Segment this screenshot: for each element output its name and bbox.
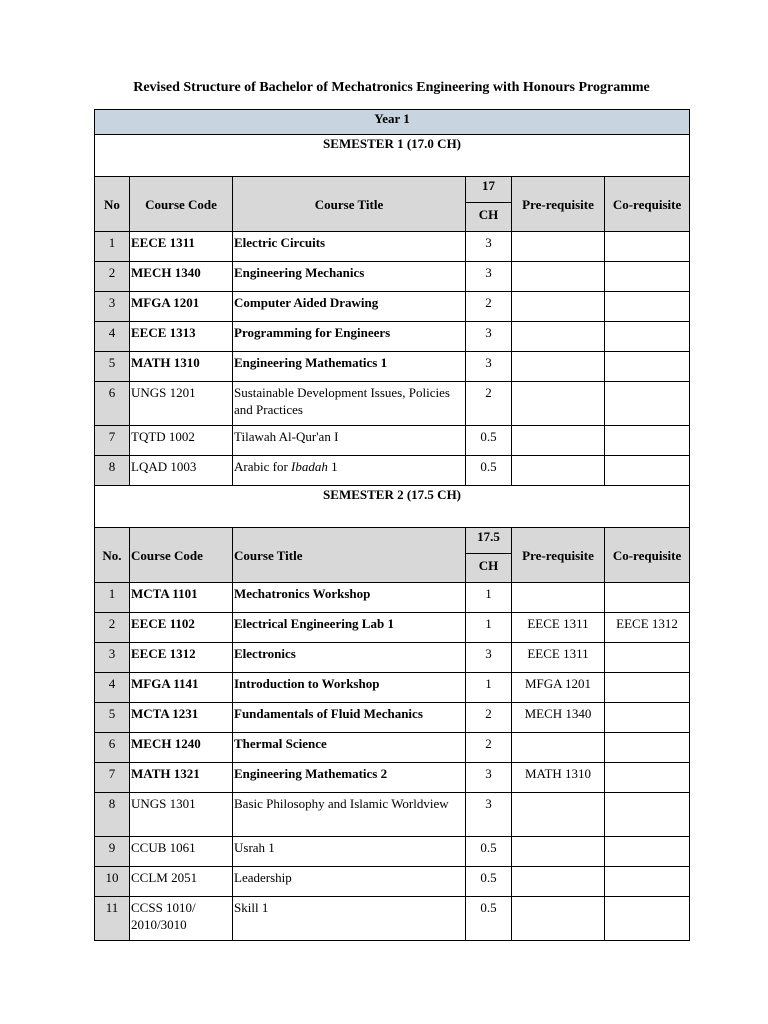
course-title: Mechatronics Workshop: [233, 583, 466, 613]
course-no: 5: [95, 352, 130, 382]
course-pre-requisite: [512, 322, 605, 352]
course-co-requisite: [605, 763, 690, 793]
course-code: MCTA 1231: [130, 703, 233, 733]
course-code: CCLM 2051: [130, 867, 233, 897]
curriculum-table: [94, 109, 690, 941]
col-header-co-requisite: Co-requisite: [605, 177, 690, 232]
course-no: 6: [95, 733, 130, 763]
course-title: Sustainable Development Issues, Policies and Practices: [233, 382, 466, 426]
col-header-ch-total: 17.5: [466, 528, 512, 554]
course-title: Electric Circuits: [233, 232, 466, 262]
semester-1-heading: SEMESTER 1 (17.0 CH): [95, 135, 690, 177]
course-co-requisite: [605, 703, 690, 733]
course-pre-requisite: [512, 897, 605, 941]
course-no: 7: [95, 426, 130, 456]
course-co-requisite: [605, 382, 690, 426]
course-no: 11: [95, 897, 130, 941]
course-pre-requisite: MFGA 1201: [512, 673, 605, 703]
course-code: EECE 1102: [130, 613, 233, 643]
course-title: Basic Philosophy and Islamic Worldview: [233, 793, 466, 837]
course-pre-requisite: MATH 1310: [512, 763, 605, 793]
course-co-requisite: [605, 643, 690, 673]
course-co-requisite: [605, 897, 690, 941]
semester-2-heading: SEMESTER 2 (17.5 CH): [95, 486, 690, 528]
col-header-no: No: [95, 177, 130, 232]
table-row: [95, 703, 690, 733]
course-code: EECE 1311: [130, 232, 233, 262]
course-code: MFGA 1201: [130, 292, 233, 322]
table-row: [95, 673, 690, 703]
year-label: Year 1: [95, 110, 690, 135]
course-co-requisite: [605, 583, 690, 613]
course-ch: 2: [466, 703, 512, 733]
course-ch: 0.5: [466, 426, 512, 456]
course-pre-requisite: [512, 456, 605, 486]
course-no: 1: [95, 583, 130, 613]
course-pre-requisite: [512, 583, 605, 613]
course-ch: 2: [466, 382, 512, 426]
course-title: Computer Aided Drawing: [233, 292, 466, 322]
course-co-requisite: [605, 733, 690, 763]
course-no: 9: [95, 837, 130, 867]
course-pre-requisite: [512, 837, 605, 867]
course-co-requisite: [605, 673, 690, 703]
table-row: [95, 322, 690, 352]
course-pre-requisite: [512, 262, 605, 292]
course-no: 6: [95, 382, 130, 426]
course-pre-requisite: [512, 793, 605, 837]
course-code: UNGS 1301: [130, 793, 233, 837]
table-row: [95, 867, 690, 897]
course-pre-requisite: [512, 232, 605, 262]
course-no: 3: [95, 292, 130, 322]
course-ch: 3: [466, 232, 512, 262]
course-title: Programming for Engineers: [233, 322, 466, 352]
course-title: Engineering Mathematics 2: [233, 763, 466, 793]
course-title-italic: Ibadah: [291, 459, 328, 474]
course-no: 8: [95, 793, 130, 837]
course-no: 4: [95, 673, 130, 703]
course-co-requisite: [605, 867, 690, 897]
course-title-prefix: Arabic for: [234, 459, 292, 474]
col-header-ch: CH: [466, 203, 512, 232]
col-header-course-code: Course Code: [130, 177, 233, 232]
table-row: [95, 733, 690, 763]
course-ch: 1: [466, 613, 512, 643]
table-row: [95, 793, 690, 837]
course-code: CCSS 1010/ 2010/3010: [130, 897, 233, 941]
semester-1-heading-row: [95, 135, 690, 177]
col-header-no: No.: [95, 528, 130, 583]
course-no: 5: [95, 703, 130, 733]
course-ch: 0.5: [466, 897, 512, 941]
course-co-requisite: [605, 292, 690, 322]
course-code: MECH 1340: [130, 262, 233, 292]
course-code: MATH 1321: [130, 763, 233, 793]
course-title-suffix: 1: [327, 459, 338, 474]
course-no: 10: [95, 867, 130, 897]
table-row: [95, 613, 690, 643]
course-title: Usrah 1: [233, 837, 466, 867]
semester-2-heading-row: [95, 486, 690, 528]
course-code: MECH 1240: [130, 733, 233, 763]
course-pre-requisite: [512, 733, 605, 763]
course-code: UNGS 1201: [130, 382, 233, 426]
course-code: LQAD 1003: [130, 456, 233, 486]
document-title: Revised Structure of Bachelor of Mechatronics Engineering with Honours Programme: [133, 80, 650, 95]
course-co-requisite: [605, 456, 690, 486]
course-ch: 3: [466, 352, 512, 382]
course-ch: 2: [466, 733, 512, 763]
table-row: [95, 897, 690, 941]
table-row: [95, 232, 690, 262]
course-title: Engineering Mathematics 1: [233, 352, 466, 382]
table-row: [95, 456, 690, 486]
course-title: Skill 1: [233, 897, 466, 941]
course-no: 1: [95, 232, 130, 262]
semester-1-header-row: [95, 177, 690, 203]
course-title: Engineering Mechanics: [233, 262, 466, 292]
course-pre-requisite: EECE 1311: [512, 613, 605, 643]
course-co-requisite: EECE 1312: [605, 613, 690, 643]
course-co-requisite: [605, 322, 690, 352]
col-header-ch: CH: [466, 554, 512, 583]
course-pre-requisite: [512, 352, 605, 382]
course-ch: 3: [466, 262, 512, 292]
course-co-requisite: [605, 793, 690, 837]
year-row: [95, 110, 690, 135]
course-code: EECE 1313: [130, 322, 233, 352]
course-title: Introduction to Workshop: [233, 673, 466, 703]
course-title: Thermal Science: [233, 733, 466, 763]
table-row: [95, 382, 690, 426]
course-ch: 0.5: [466, 456, 512, 486]
course-title: Electronics: [233, 643, 466, 673]
course-ch: 3: [466, 763, 512, 793]
course-pre-requisite: [512, 292, 605, 322]
col-header-course-code: Course Code: [130, 528, 233, 583]
semester-2-header-row: [95, 528, 690, 554]
course-title: Fundamentals of Fluid Mechanics: [233, 703, 466, 733]
course-no: 2: [95, 262, 130, 292]
course-ch: 3: [466, 643, 512, 673]
course-title: Electrical Engineering Lab 1: [233, 613, 466, 643]
course-code: MCTA 1101: [130, 583, 233, 613]
table-row: [95, 763, 690, 793]
course-ch: 3: [466, 793, 512, 837]
course-no: 8: [95, 456, 130, 486]
col-header-ch-total: 17: [466, 177, 512, 203]
col-header-co-requisite: Co-requisite: [605, 528, 690, 583]
course-code: CCUB 1061: [130, 837, 233, 867]
col-header-pre-requisite: Pre-requisite: [512, 177, 605, 232]
table-row: [95, 262, 690, 292]
course-pre-requisite: EECE 1311: [512, 643, 605, 673]
course-co-requisite: [605, 837, 690, 867]
course-no: 2: [95, 613, 130, 643]
course-co-requisite: [605, 352, 690, 382]
course-ch: 1: [466, 583, 512, 613]
course-ch: 0.5: [466, 837, 512, 867]
course-no: 4: [95, 322, 130, 352]
table-row: [95, 292, 690, 322]
course-co-requisite: [605, 232, 690, 262]
course-pre-requisite: [512, 382, 605, 426]
course-title: Tilawah Al-Qur'an I: [233, 426, 466, 456]
course-code: MATH 1310: [130, 352, 233, 382]
table-row: [95, 583, 690, 613]
course-code: MFGA 1141: [130, 673, 233, 703]
table-row: [95, 352, 690, 382]
course-title: [233, 456, 466, 486]
course-no: 3: [95, 643, 130, 673]
table-row: [95, 837, 690, 867]
course-co-requisite: [605, 262, 690, 292]
course-ch: 2: [466, 292, 512, 322]
course-pre-requisite: [512, 426, 605, 456]
course-pre-requisite: [512, 867, 605, 897]
course-ch: 1: [466, 673, 512, 703]
table-row: [95, 643, 690, 673]
course-code: TQTD 1002: [130, 426, 233, 456]
course-ch: 3: [466, 322, 512, 352]
course-title: Leadership: [233, 867, 466, 897]
course-no: 7: [95, 763, 130, 793]
course-code: EECE 1312: [130, 643, 233, 673]
table-row: [95, 426, 690, 456]
course-ch: 0.5: [466, 867, 512, 897]
course-pre-requisite: MECH 1340: [512, 703, 605, 733]
col-header-pre-requisite: Pre-requisite: [512, 528, 605, 583]
course-co-requisite: [605, 426, 690, 456]
col-header-course-title: Course Title: [233, 177, 466, 232]
col-header-course-title: Course Title: [233, 528, 466, 583]
